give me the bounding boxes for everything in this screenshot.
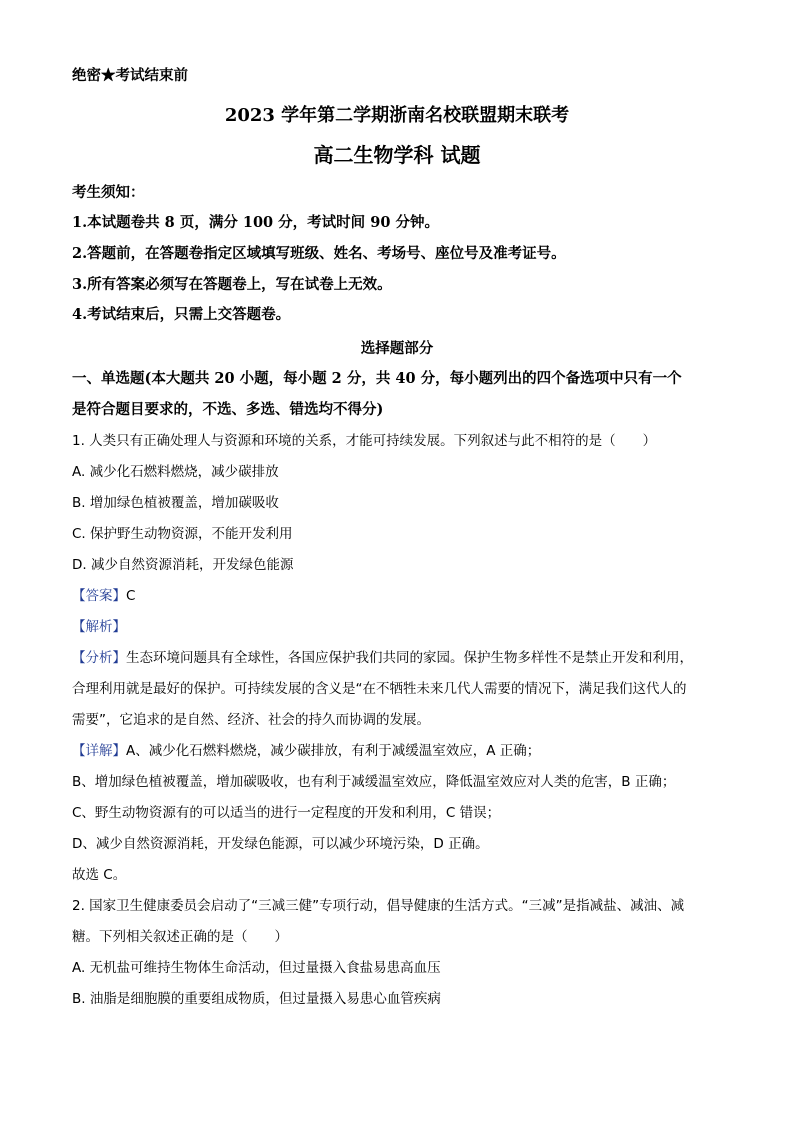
q1-option-a: A. 减少化石燃料燃烧，减少碳排放 bbox=[72, 464, 279, 480]
q2-stem-line2: 糖。下列相关叙述正确的是（ ） bbox=[72, 929, 288, 945]
notice-heading: 考生须知： bbox=[72, 184, 145, 201]
section-instruction-line2: 是符合题目要求的，不选、多选、错选均不得分) bbox=[72, 401, 384, 418]
answer-value: C bbox=[126, 588, 136, 604]
fenxi-text: 生态环境问题具有全球性，各国应保护我们共同的家园。保护生物多样性不是禁止开发和利用， bbox=[126, 650, 693, 666]
notice-item: 1.本试题卷共 8 页，满分 100 分，考试时间 90 分钟。 bbox=[72, 214, 439, 231]
q1-stem: 1. 人类只有正确处理人与资源和环境的关系，才能可持续发展。下列叙述与此不相符的是（ ） bbox=[72, 433, 657, 449]
detail-text: A、减少化石燃料燃烧，减少碳排放，有利于减缓温室效应，A 正确； bbox=[126, 743, 541, 759]
exam-subtitle: 高二生物学科 试题 bbox=[313, 143, 481, 167]
fenxi-label: 【分析】 bbox=[72, 650, 126, 666]
q1-option-c: C. 保护野生动物资源，不能开发利用 bbox=[72, 526, 293, 542]
notice-item: 2.答题前，在答题卷指定区域填写班级、姓名、考场号、座位号及准考证号。 bbox=[72, 245, 566, 262]
q1-option-d: D. 减少自然资源消耗，开发绿色能源 bbox=[72, 557, 294, 573]
exam-title: 2023 学年第二学期浙南名校联盟期末联考 bbox=[224, 105, 570, 126]
fenxi-line3: 需要”，它追求的是自然、经济、社会的持久而协调的发展。 bbox=[72, 712, 430, 728]
secret-tag: 绝密★考试结束前 bbox=[72, 67, 188, 84]
detail-line2: B、增加绿色植被覆盖，增加碳吸收，也有利于减缓温室效应，降低温室效应对人类的危害，B 正确； bbox=[72, 774, 676, 790]
detail-line4: D、减少自然资源消耗，开发绿色能源，可以减少环境污染，D 正确。 bbox=[72, 836, 489, 852]
section-instruction-line1: 一、单选题(本大题共 20 小题，每小题 2 分，共 40 分，每小题列出的四个备选项中只有一个 bbox=[72, 370, 682, 387]
q2-stem-line1: 2. 国家卫生健康委员会启动了“三减三健”专项行动，倡导健康的生活方式。“三减”是指减盐、减油、减 bbox=[72, 898, 685, 914]
notice-item: 3.所有答案必须写在答题卷上，写在试卷上无效。 bbox=[72, 276, 392, 293]
conclusion: 故选 C。 bbox=[72, 867, 127, 883]
q2-option-a: A. 无机盐可维持生物体生命活动，但过量摄入食盐易患高血压 bbox=[72, 960, 441, 976]
section-title: 选择题部分 bbox=[360, 340, 434, 357]
q2-option-b: B. 油脂是细胞膜的重要组成物质，但过量摄入易患心血管疾病 bbox=[72, 991, 441, 1007]
fenxi-line1 bbox=[72, 648, 693, 668]
answer-label: 【答案】 bbox=[72, 588, 126, 604]
detail-label: 【详解】 bbox=[72, 743, 126, 759]
analysis-label: 【解析】 bbox=[72, 619, 126, 635]
q1-option-b: B. 增加绿色植被覆盖，增加碳吸收 bbox=[72, 495, 279, 511]
notice-item: 4.考试结束后，只需上交答题卷。 bbox=[72, 306, 291, 323]
q1-answer bbox=[72, 586, 135, 606]
fenxi-line2: 合理利用就是最好的保护。可持续发展的含义是“在不牺牲未来几代人需要的情况下，满足我们这代人的 bbox=[72, 681, 687, 697]
detail-line1 bbox=[72, 741, 540, 761]
detail-line3: C、野生动物资源有的可以适当的进行一定程度的开发和利用，C 错误； bbox=[72, 805, 501, 821]
